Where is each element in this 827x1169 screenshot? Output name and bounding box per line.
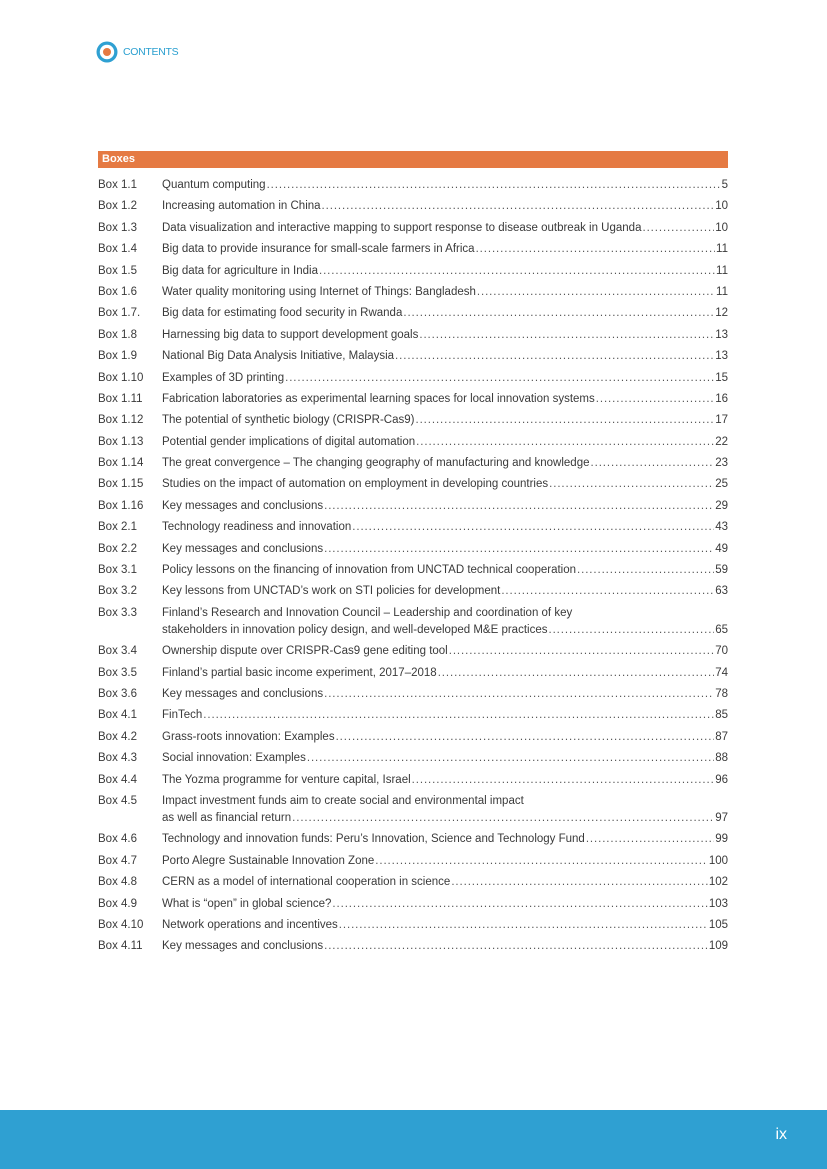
page-ref: 74: [715, 666, 728, 679]
page-ref: 16: [715, 392, 728, 405]
dot-leader: [324, 541, 714, 558]
box-label: Box 3.3: [98, 606, 137, 619]
dot-leader: [438, 665, 715, 682]
entry-body: [162, 793, 728, 827]
entry-line: [162, 391, 728, 408]
entry-title: Quantum computing: [162, 179, 266, 191]
box-label: Box 1.9: [98, 350, 137, 363]
entry-body: [162, 177, 728, 194]
entry-body: [162, 391, 728, 408]
entry-body: [162, 853, 728, 870]
page-ref: 65: [715, 623, 728, 636]
entry-body: [162, 541, 728, 558]
target-icon: [96, 41, 118, 63]
entry-body: [162, 938, 728, 955]
entry-body: [162, 772, 728, 789]
entry-title: Technology readiness and innovation: [162, 521, 352, 534]
toc-entry[interactable]: [98, 772, 728, 789]
entry-body: [162, 327, 728, 344]
entry-body: [162, 750, 728, 767]
toc-entry[interactable]: [98, 874, 728, 891]
entry-line: [162, 665, 728, 682]
entry-body: [162, 284, 728, 301]
dot-leader: [591, 455, 715, 472]
entry-line: [162, 831, 728, 848]
entry-title: The great convergence – The changing geography of manufacturing and knowledge: [162, 457, 590, 470]
entry-title: Policy lessons on the financing of innovation from UNCTAD technical cooperation: [162, 564, 576, 577]
box-label: Box 1.8: [98, 328, 137, 341]
page-ref: 70: [715, 645, 728, 658]
entry-line: [162, 476, 728, 493]
entry-line: [162, 412, 728, 429]
entry-title: Big data for estimating food security in Rwanda: [162, 307, 403, 320]
entry-line: [162, 177, 728, 194]
box-label: Box 3.6: [98, 687, 137, 700]
toc-entry[interactable]: [98, 831, 728, 848]
entry-line: [162, 686, 728, 703]
entry-body: [162, 831, 728, 848]
entry-title: Network operations and incentives: [162, 918, 338, 931]
dot-leader: [586, 831, 714, 848]
entry-body: [162, 896, 728, 913]
entry-line: [162, 241, 728, 258]
toc-entry[interactable]: [98, 541, 728, 558]
dot-leader: [476, 241, 715, 258]
page-ref: 99: [715, 833, 728, 846]
entry-body: [162, 370, 728, 387]
toc-entry[interactable]: [98, 729, 728, 746]
dot-leader: [339, 917, 708, 934]
toc-entry[interactable]: [98, 455, 728, 472]
toc-entry[interactable]: [98, 434, 728, 451]
page-ref: 78: [715, 687, 728, 700]
page-ref: 11: [716, 243, 728, 256]
entry-line: [162, 707, 728, 724]
box-label: Box 1.15: [98, 478, 144, 491]
dot-leader: [415, 412, 714, 429]
entry-line: [162, 198, 728, 215]
dot-leader: [375, 853, 708, 870]
box-label: Box 4.8: [98, 876, 137, 889]
page-ref: 25: [715, 478, 728, 491]
toc-entry[interactable]: [98, 643, 728, 660]
box-label: Box 1.11: [98, 392, 143, 405]
entry-line: [162, 938, 728, 955]
entry-title: Ownership dispute over CRISPR-Cas9 gene editing tool: [162, 645, 448, 658]
contents-label: CONTENTS: [123, 46, 179, 58]
page-ref: 22: [715, 435, 728, 448]
toc-entry[interactable]: [98, 498, 728, 515]
entry-title: Studies on the impact of automation on employment in developing countries: [162, 478, 549, 491]
entry-line: [162, 370, 728, 387]
toc-entry[interactable]: [98, 750, 728, 767]
entry-line: [162, 750, 728, 767]
entry-body: [162, 643, 728, 660]
dot-leader: [451, 874, 708, 891]
entry-title: Key messages and conclusions: [162, 499, 324, 512]
dot-leader: [285, 370, 714, 387]
entry-title: National Big Data Analysis Initiative, Malaysia: [162, 350, 395, 363]
entry-line: [162, 622, 728, 639]
toc-entry[interactable]: [98, 793, 728, 827]
dot-leader: [549, 476, 714, 493]
toc-entry[interactable]: [98, 476, 728, 493]
toc-entry[interactable]: [98, 917, 728, 934]
entry-title: Key messages and conclusions: [162, 687, 324, 700]
page-ref: 102: [708, 876, 728, 889]
box-label: Box 1.3: [98, 221, 137, 234]
entry-body: [162, 412, 728, 429]
dot-leader: [596, 391, 714, 408]
toc-entry[interactable]: [98, 327, 728, 344]
entry-line: [162, 263, 728, 280]
toc-entry[interactable]: [98, 370, 728, 387]
entry-line: [162, 605, 728, 622]
entry-title: Key messages and conclusions: [162, 940, 324, 953]
box-label: Box 1.2: [98, 200, 137, 213]
page-ref: 11: [716, 264, 728, 277]
box-label: Box 1.4: [98, 243, 137, 256]
entry-body: [162, 665, 728, 682]
entry-body: [162, 874, 728, 891]
entry-body: [162, 519, 728, 536]
toc-entry[interactable]: [98, 562, 728, 579]
entry-body: [162, 686, 728, 703]
entry-title: Key messages and conclusions: [162, 542, 324, 555]
entry-title: Finland’s partial basic income experiment, 2017–2018: [162, 666, 437, 679]
entry-title: The Yozma programme for venture capital, Israel: [162, 773, 411, 786]
entry-line: [162, 917, 728, 934]
page-ref: 23: [715, 457, 728, 470]
entry-body: [162, 707, 728, 724]
section-title: Boxes: [102, 153, 136, 165]
page-ref: 103: [708, 897, 728, 910]
entry-body: [162, 263, 728, 280]
page-ref: 5: [721, 179, 728, 191]
entry-title: Potential gender implications of digital automation: [162, 435, 416, 448]
entry-line: [162, 519, 728, 536]
box-label: Box 1.14: [98, 457, 144, 470]
page-ref: 97: [715, 811, 728, 824]
dot-leader: [501, 583, 714, 600]
toc-entry[interactable]: [98, 665, 728, 682]
entry-line: [162, 434, 728, 451]
box-label: Box 1.12: [98, 414, 144, 427]
box-label: Box 3.5: [98, 666, 137, 679]
section-header-boxes: [98, 151, 728, 168]
toc-entry[interactable]: [98, 853, 728, 870]
dot-leader: [307, 750, 714, 767]
box-label: Box 4.3: [98, 752, 137, 765]
page-ref: 88: [715, 752, 728, 765]
entry-line: [162, 348, 728, 365]
entry-title: Harnessing big data to support development goals: [162, 328, 419, 341]
page-ref: 49: [715, 542, 728, 555]
entry-title: Social innovation: Examples: [162, 752, 306, 765]
entry-line: [162, 874, 728, 891]
toc-list: [98, 177, 728, 960]
entry-line: [162, 772, 728, 789]
box-label: Box 4.2: [98, 730, 137, 743]
page-ref: 96: [715, 773, 728, 786]
entry-title: Water quality monitoring using Internet of Things: Bangladesh: [162, 285, 476, 298]
box-label: Box 4.11: [98, 940, 143, 953]
entry-line: [162, 583, 728, 600]
page-ref: 11: [716, 285, 728, 298]
dot-leader: [403, 305, 714, 322]
page-ref: 10: [715, 221, 728, 234]
entry-title: Big data to provide insurance for small-scale farmers in Africa: [162, 243, 475, 256]
entry-body: [162, 220, 728, 237]
entry-line: [162, 284, 728, 301]
entry-title: FinTech: [162, 709, 203, 722]
page-ref: 29: [715, 499, 728, 512]
entry-title: Grass-roots innovation: Examples: [162, 730, 335, 743]
page-ref: 17: [715, 414, 728, 427]
dot-leader: [332, 896, 707, 913]
box-label: Box 4.5: [98, 794, 137, 807]
page-number: ix: [775, 1126, 787, 1143]
page-ref: 109: [708, 940, 728, 953]
entry-line: [162, 455, 728, 472]
entry-title: What is “open” in global science?: [162, 897, 332, 910]
footer-bar: [0, 1110, 827, 1169]
dot-leader: [419, 327, 714, 344]
entry-body: [162, 305, 728, 322]
toc-entry[interactable]: [98, 896, 728, 913]
entry-line: [162, 793, 728, 810]
entry-body: [162, 917, 728, 934]
entry-title: Impact investment funds aim to create social and environmental impact: [162, 794, 524, 807]
entry-title: Fabrication laboratories as experimental learning spaces for local innovation systems: [162, 392, 595, 405]
box-label: Box 4.4: [98, 773, 137, 786]
dot-leader: [416, 434, 714, 451]
entry-body: [162, 198, 728, 215]
entry-body: [162, 455, 728, 472]
entry-line: [162, 729, 728, 746]
page-ref: 85: [715, 709, 728, 722]
page-ref: 87: [715, 730, 728, 743]
entry-title: Key lessons from UNCTAD’s work on STI policies for development: [162, 585, 501, 598]
box-label: Box 2.2: [98, 542, 137, 555]
dot-leader: [319, 263, 715, 280]
dot-leader: [322, 198, 715, 215]
entry-line: [162, 896, 728, 913]
entry-line: [162, 220, 728, 237]
box-label: Box 4.9: [98, 897, 137, 910]
dot-leader: [336, 729, 715, 746]
dot-leader: [324, 498, 714, 515]
dot-leader: [324, 938, 708, 955]
entry-title: Examples of 3D printing: [162, 371, 285, 384]
page-ref: 105: [708, 918, 728, 931]
box-label: Box 3.1: [98, 564, 137, 577]
entry-title: Finland’s Research and Innovation Council – Leadership and coordination of key: [162, 606, 573, 619]
box-label: Box 4.7: [98, 854, 137, 867]
toc-entry[interactable]: [98, 177, 728, 194]
dot-leader: [324, 686, 714, 703]
entry-title: Technology and innovation funds: Peru’s Innovation, Science and Technology Fund: [162, 833, 585, 846]
box-label: Box 1.10: [98, 371, 144, 384]
toc-entry[interactable]: [98, 583, 728, 600]
entry-title: stakeholders in innovation policy design, and well-developed M&E practices: [162, 623, 548, 636]
page-ref: 10: [715, 200, 728, 213]
entry-title: as well as financial return: [162, 811, 292, 824]
box-label: Box 4.10: [98, 918, 144, 931]
box-label: Box 1.16: [98, 499, 144, 512]
entry-line: [162, 853, 728, 870]
box-label: Box 1.7.: [98, 307, 141, 320]
entry-body: [162, 241, 728, 258]
box-label: Box 1.1: [98, 179, 137, 191]
entry-line: [162, 305, 728, 322]
dot-leader: [292, 810, 714, 827]
entry-body: [162, 348, 728, 365]
toc-entry[interactable]: [98, 348, 728, 365]
dot-leader: [642, 220, 714, 237]
entry-line: [162, 562, 728, 579]
page-ref: 13: [715, 350, 728, 363]
box-label: Box 1.6: [98, 285, 137, 298]
entry-title: Porto Alegre Sustainable Innovation Zone: [162, 854, 375, 867]
toc-entry[interactable]: [98, 241, 728, 258]
box-label: Box 3.4: [98, 645, 137, 658]
toc-entry[interactable]: [98, 938, 728, 955]
entry-body: [162, 729, 728, 746]
toc-entry[interactable]: [98, 284, 728, 301]
box-label: Box 1.13: [98, 435, 144, 448]
page-ref: 15: [715, 371, 728, 384]
page-ref: 13: [715, 328, 728, 341]
toc-entry[interactable]: [98, 686, 728, 703]
toc-entry[interactable]: [98, 605, 728, 639]
entry-title: Big data for agriculture in India: [162, 264, 318, 277]
page-ref: 63: [715, 585, 728, 598]
page-ref: 100: [708, 854, 728, 867]
toc-entry[interactable]: [98, 519, 728, 536]
toc-entry[interactable]: [98, 220, 728, 237]
entry-line: [162, 498, 728, 515]
toc-entry[interactable]: [98, 412, 728, 429]
toc-entry[interactable]: [98, 391, 728, 408]
box-label: Box 2.1: [98, 521, 137, 534]
dot-leader: [577, 562, 714, 579]
entry-body: [162, 476, 728, 493]
entry-title: Data visualization and interactive mapping to support response to disease outbreak in Uganda: [162, 221, 642, 234]
entry-line: [162, 541, 728, 558]
toc-entry[interactable]: [98, 707, 728, 724]
dot-leader: [267, 177, 721, 194]
entry-title: Increasing automation in China: [162, 200, 321, 213]
contents-link[interactable]: [96, 41, 178, 63]
dot-leader: [203, 707, 714, 724]
dot-leader: [548, 622, 714, 639]
box-label: Box 4.1: [98, 709, 137, 722]
entry-body: [162, 434, 728, 451]
box-label: Box 3.2: [98, 585, 137, 598]
toc-entry[interactable]: [98, 305, 728, 322]
entry-title: The potential of synthetic biology (CRISPR-Cas9): [162, 414, 415, 427]
entry-line: [162, 327, 728, 344]
dot-leader: [352, 519, 714, 536]
entry-body: [162, 605, 728, 639]
page-ref: 12: [715, 307, 728, 320]
entry-body: [162, 562, 728, 579]
entry-line: [162, 810, 728, 827]
dot-leader: [395, 348, 714, 365]
dot-leader: [449, 643, 714, 660]
entry-body: [162, 583, 728, 600]
page-ref: 43: [715, 521, 728, 534]
entry-line: [162, 643, 728, 660]
toc-entry[interactable]: [98, 263, 728, 280]
box-label: Box 1.5: [98, 264, 137, 277]
dot-leader: [412, 772, 715, 789]
entry-title: CERN as a model of international cooperation in science: [162, 876, 451, 889]
dot-leader: [477, 284, 715, 301]
box-label: Box 4.6: [98, 833, 137, 846]
entry-body: [162, 498, 728, 515]
toc-entry[interactable]: [98, 198, 728, 215]
page-ref: 59: [715, 564, 728, 577]
